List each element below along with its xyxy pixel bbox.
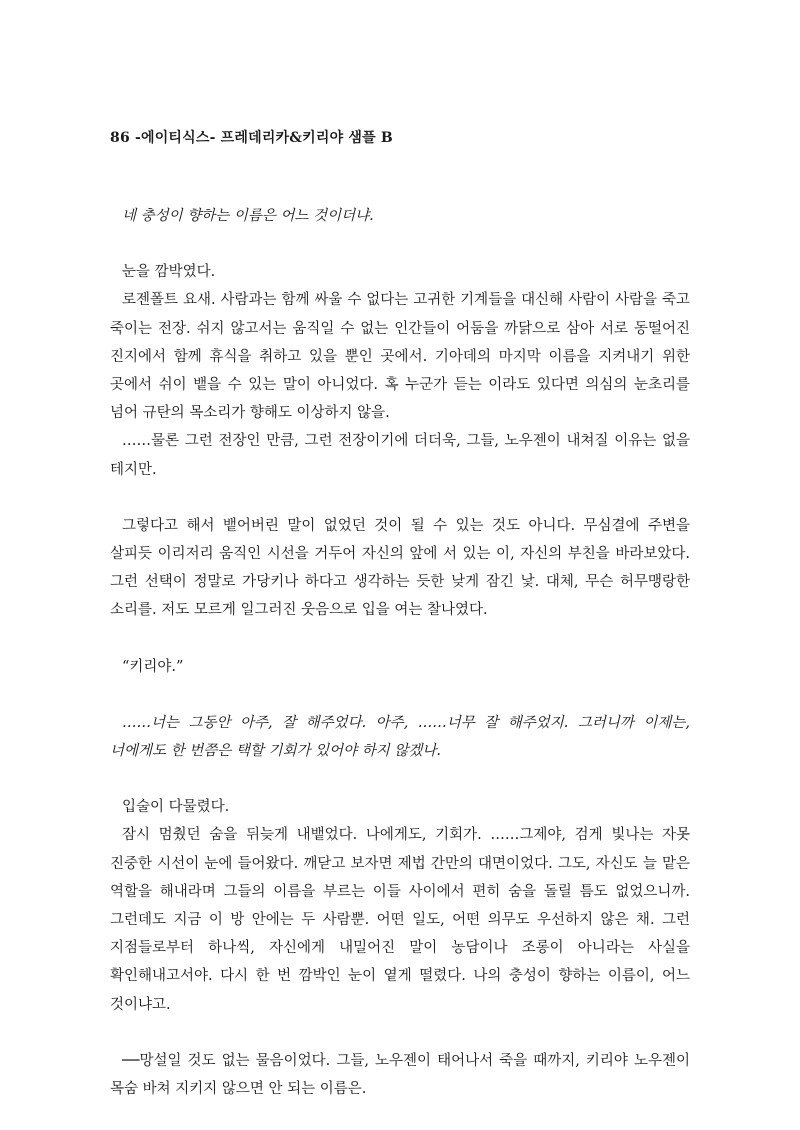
paragraph: ──망설일 것도 없는 물음이었다. 그들, 노우젠이 태어나서 죽을 때까지, 키리야 노우젠이 목숨 바쳐 지키지 않으면 안 되는 이름은. bbox=[110, 1052, 690, 1098]
paragraph-gap bbox=[110, 765, 690, 793]
paragraph: ……너는 그동안 아주, 잘 해주었다. 아주, ……너무 잘 해주었지. 그러니까 이제는, 너에게도 한 번쯤은 택할 기회가 있어야 하지 않겠나. bbox=[110, 714, 690, 760]
paragraph-gap bbox=[110, 681, 690, 709]
paragraph: 그렇다고 해서 뱉어버린 말이 없었던 것이 될 수 있는 것도 아니다. 무심결에 주변을 살피듯 이리저리 움직인 시선을 거두어 자신의 앞에 서 있는 이, 자신의 부친을 바라보았다. 그런 선택이 정말로 가당키나 하다고 생각하는 듯한 낮게 잠긴 낯. 대체, 무슨 허무맹랑한 소리를. 저도 모르게 일그러진 웃음으로 입을 여는 찰나였다. bbox=[110, 517, 690, 619]
document-page bbox=[110, 128, 690, 1103]
paragraph-gap bbox=[110, 1019, 690, 1047]
paragraph: “키리야.” bbox=[122, 658, 184, 675]
paragraph: 로젠폴트 요새. 사람과는 함께 싸울 수 없다는 고귀한 기계들을 대신해 사람이 사람을 죽고 죽이는 전장. 쉬지 않고서는 움직일 수 없는 인간들이 어둠을 까닭으로 삼아 서로 동떨어진 진지에서 함께 휴식을 취하고 있을 뿐인 곳에서. 기아데의 마지막 이름을 지켜내기 위한 곳에서 쉬이 뱉을 수 있는 말이 아니었다. 혹 누군가 듣는 이라도 있다면 의심의 눈초리를 넘어 규탄의 목소리가 향해도 이상하지 않을. bbox=[110, 292, 690, 422]
paragraph-gap bbox=[110, 625, 690, 653]
document-body bbox=[110, 202, 690, 1103]
paragraph: 입술이 다물렸다. bbox=[122, 799, 230, 816]
paragraph: 눈을 깜박였다. bbox=[122, 264, 216, 281]
document-title: 86 -에이티식스- 프레데리카&키리야 샘플 B bbox=[110, 130, 393, 146]
paragraph: 잠시 멈췄던 숨을 뒤늦게 내뱉었다. 나에게도, 기회가. ……그제야, 검게 빛나는 자못 진중한 시선이 눈에 들어왔다. 깨닫고 보자면 제법 간만의 대면이었다. 그도, 자신도 늘 맡은 역할을 해내라며 그들의 이름을 부르는 이들 사이에서 편히 숨을 돌릴 틈도 없었으니까. 그런데도 지금 이 방 안에는 두 사람뿐. 어떤 일도, 어떤 의무도 우선하지 않은 채. 그런 지점들로부터 하나씩, 자신에게 내밀어진 말이 농담이나 조롱이 아니라는 사실을 확인해내고서야. 다시 한 번 깜박인 눈이 옅게 떨렸다. 나의 충성이 향하는 이름이, 어느 것이냐고. bbox=[110, 827, 690, 1013]
paragraph-gap bbox=[110, 484, 690, 512]
paragraph: ……물론 그런 전장인 만큼, 그런 전장이기에 더더욱, 그들, 노우젠이 내쳐질 이유는 없을 테지만. bbox=[110, 433, 690, 478]
paragraph-gap bbox=[110, 230, 690, 258]
paragraph: 네 충성이 향하는 이름은 어느 것이더냐. bbox=[122, 208, 374, 224]
